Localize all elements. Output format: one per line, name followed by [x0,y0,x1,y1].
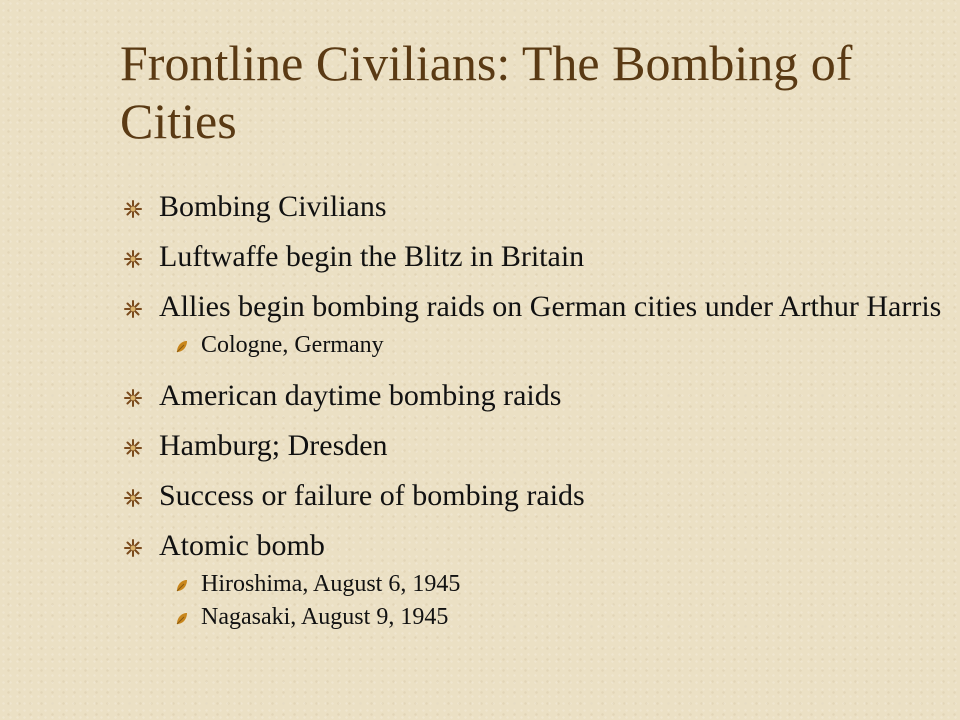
bullet-text: Bombing Civilians [159,190,387,223]
bullet-text: American daytime bombing raids [159,379,562,412]
asterisk-bullet-icon [124,200,142,218]
sub-bullet-item [0,570,960,598]
asterisk-bullet-icon [124,439,142,457]
leaf-bullet-icon [175,579,189,593]
bullet-item [0,479,960,512]
bullet-item [0,529,960,562]
asterisk-bullet-icon [124,300,142,318]
bullet-item [0,429,960,462]
leaf-bullet-icon [175,340,189,354]
bullet-text: Success or failure of bombing raids [159,479,585,512]
sub-bullet-text: Nagasaki, August 9, 1945 [201,604,449,630]
sub-bullet-item [0,331,960,359]
sub-bullet-text: Hiroshima, August 6, 1945 [201,571,461,597]
slide-title: Frontline Civilians: The Bombing of Cities [120,35,853,149]
bullet-text: Allies begin bombing raids on German cities under Arthur Harris [159,290,942,323]
asterisk-bullet-icon [124,489,142,507]
bullet-text: Hamburg; Dresden [159,429,388,462]
sub-bullet-item [0,603,960,631]
asterisk-bullet-icon [124,250,142,268]
bullet-item [0,379,960,412]
asterisk-bullet-icon [124,389,142,407]
bullet-text: Atomic bomb [159,529,325,562]
leaf-bullet-icon [175,612,189,626]
bullet-text: Luftwaffe begin the Blitz in Britain [159,240,585,273]
bullet-item [0,190,960,223]
bullet-item [0,240,960,273]
bullet-list [0,190,960,651]
asterisk-bullet-icon [124,539,142,557]
sub-bullet-text: Cologne, Germany [201,332,384,358]
bullet-item [0,290,960,323]
